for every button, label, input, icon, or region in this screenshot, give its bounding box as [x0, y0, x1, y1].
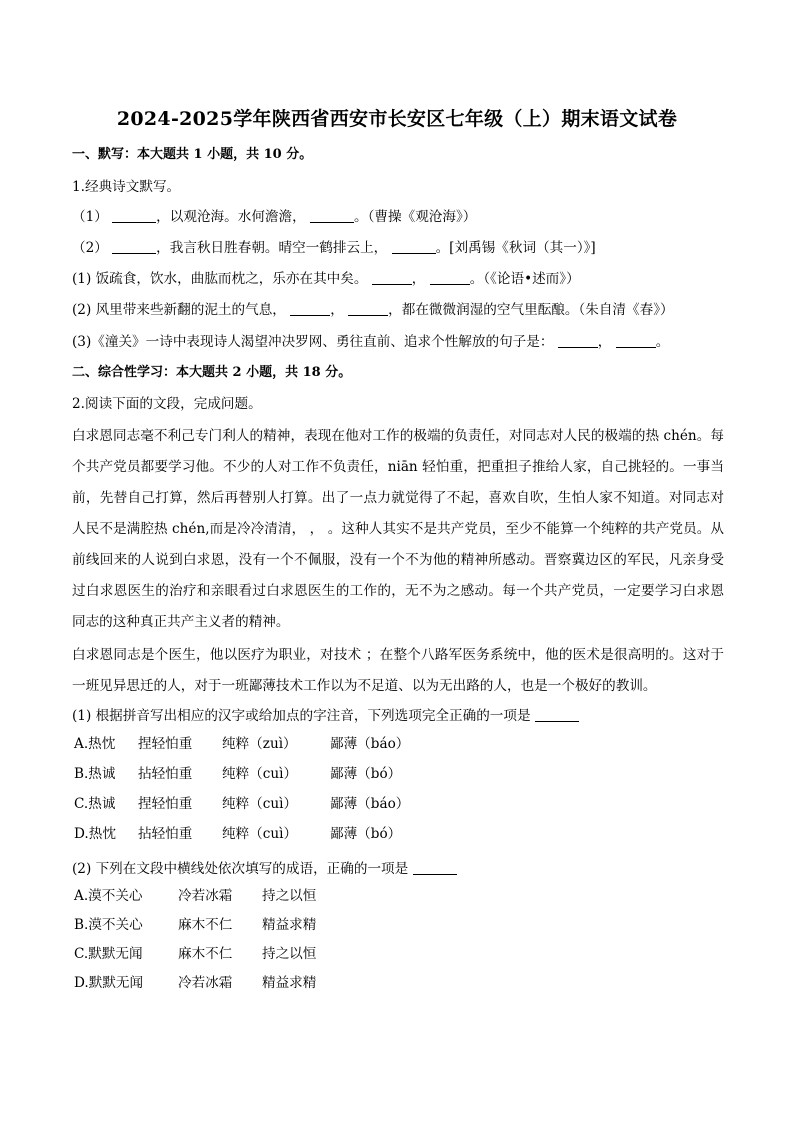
option-cell: 精益求精 — [262, 975, 317, 991]
passage-paragraph-1: 白求恩同志毫不利己专门利人的精神，表现在他对工作的极端的负责任，对同志对人民的极端的热 chén。每个共产党员都要学习他。不少的人对工作不负责任，niān 轻怕重，把重担子推给人家，自己挑轻的。一事当前，先替自己打算，然后再替别人打算。出了一点力就觉得了不起，喜欢自吹，生怕人家不知道。对同志对人民不是满腔热 chén,而是冷冷清清， ， 。这种人其实不是共产党员，至少不能算一个纯粹的共产党员。从前线回来的人说到白求恩，没有一个不佩服，没有一个不为他的精神所感动。晋察冀边区的军民，凡亲身受过白求恩医生的治疗和亲眼看过白求恩医生的工作的，无不为之感动。每一个共产党员，一定要学习白求恩同志的这种真正共产主义者的精神。 — [72, 428, 724, 630]
q1-line-4-post: ，都在微微润湿的空气里酝酿。（朱自清《春》） — [388, 302, 674, 318]
option-cell: 精益求精 — [262, 917, 317, 933]
option-cell: 持之以恒 — [262, 888, 317, 904]
option-cell: C.热诚 — [74, 796, 116, 812]
answer-blank[interactable] — [392, 238, 436, 254]
q1-line-2 — [72, 238, 596, 258]
passage-paragraph-2: 白求恩同志是个医生，他以医疗为职业，对技术 ；在整个八路军医务系统中，他的医术是很高明的。这对于一班见异思迁的人，对于一班鄙薄技术工作以为不足道、以为无出路的人，也是一个极好的教训。 — [72, 647, 724, 694]
option-cell: 纯粹（cuì） — [222, 826, 298, 842]
answer-blank[interactable] — [558, 332, 598, 348]
option-cell: 冷若冰霜 — [178, 888, 233, 904]
q1-line-2-post: 。[刘禹锡《秋词（其一）》] — [435, 240, 596, 256]
option-cell: D.默默无闻 — [74, 975, 144, 991]
option-cell: C.默默无闻 — [74, 946, 143, 962]
q1-line-3-mid: ， — [411, 271, 426, 287]
q2-sub2-stem-text: (2) 下列在文段中横线处依次填写的成语，正确的一项是 — [72, 861, 409, 877]
q1-line-5-mid: ， — [597, 334, 612, 350]
q2-sub2-stem — [72, 859, 457, 879]
answer-blank[interactable] — [413, 859, 457, 875]
q1-line-1-pre: （1） — [72, 209, 108, 225]
option-cell: D.热忱 — [74, 826, 116, 842]
q1-stem: 1.经典诗文默写。 — [72, 179, 181, 195]
q1-line-2-mid: ，我言秋日胜春朝。晴空一鹤排云上， — [156, 240, 388, 256]
option-cell: 麻木不仁 — [178, 917, 233, 933]
answer-blank[interactable] — [310, 207, 354, 223]
q1-line-3 — [72, 269, 580, 289]
option-cell: 捏轻怕重 — [138, 796, 193, 812]
answer-blank[interactable] — [112, 238, 156, 254]
q1-line-4-mid: ， — [330, 302, 344, 318]
answer-blank[interactable] — [535, 706, 579, 722]
q1-line-1 — [72, 207, 476, 227]
option-cell: 鄙薄（bó） — [330, 826, 402, 842]
option-cell: 麻木不仁 — [178, 946, 233, 962]
q1-line-1-post: 。（曹操《观沧海》） — [354, 209, 477, 225]
q1-line-4-pre: (2) 风里带来些新翻的泥土的气息， — [72, 302, 286, 318]
option-cell: 拈轻怕重 — [138, 826, 193, 842]
q1-line-3-post: 。（《论语•述而》） — [469, 271, 580, 287]
answer-blank[interactable] — [112, 207, 156, 223]
q1-line-5 — [72, 332, 669, 352]
option-cell: A.漠不关心 — [74, 888, 143, 904]
section-1-heading: 一、默写：本大题共 1 小题，共 10 分。 — [72, 147, 313, 162]
q1-line-2-pre: （2） — [72, 240, 108, 256]
option-cell: 拈轻怕重 — [138, 766, 193, 782]
option-cell: 鄙薄（bó） — [330, 766, 402, 782]
q1-line-3-pre: (1) 饭疏食，饮水，曲肱而枕之，乐亦在其中矣。 — [72, 271, 368, 287]
exam-title: 2024-2025学年陕西省西安市长安区七年级（上）期末语文试卷 — [116, 108, 678, 130]
option-cell: A.热忱 — [74, 736, 116, 752]
q1-line-5-pre: (3)《潼关》一诗中表现诗人渴望冲决罗网、勇往直前、追求个性解放的句子是： — [72, 334, 554, 350]
option-cell: 纯粹（zuì） — [222, 736, 297, 752]
option-cell: 鄙薄（báo） — [330, 736, 410, 752]
answer-blank[interactable] — [616, 332, 656, 348]
q1-line-4 — [72, 300, 674, 320]
q2-sub1-stem — [72, 706, 579, 726]
option-cell: 鄙薄（báo） — [330, 796, 410, 812]
option-cell: 纯粹（cuì） — [222, 796, 298, 812]
option-cell: 冷若冰霜 — [178, 975, 233, 991]
option-cell: B.漠不关心 — [74, 917, 143, 933]
answer-blank[interactable] — [430, 269, 470, 285]
answer-blank[interactable] — [372, 269, 412, 285]
answer-blank[interactable] — [290, 300, 330, 316]
answer-blank[interactable] — [348, 300, 388, 316]
section-2-heading: 二、综合性学习：本大题共 2 小题，共 18 分。 — [72, 365, 352, 380]
q2-stem: 2.阅读下面的文段，完成问题。 — [72, 396, 262, 412]
option-cell: 纯粹（cuì） — [222, 766, 298, 782]
q1-line-5-post: 。 — [655, 334, 670, 350]
option-cell: 持之以恒 — [262, 946, 317, 962]
option-cell: B.热诚 — [74, 766, 116, 782]
q1-line-1-mid: ，以观沧海。水何澹澹， — [156, 209, 306, 225]
q2-sub1-stem-text: (1) 根据拼音写出相应的汉字或给加点的字注音，下列选项完全正确的一项是 — [72, 708, 531, 724]
option-cell: 捏轻怕重 — [138, 736, 193, 752]
